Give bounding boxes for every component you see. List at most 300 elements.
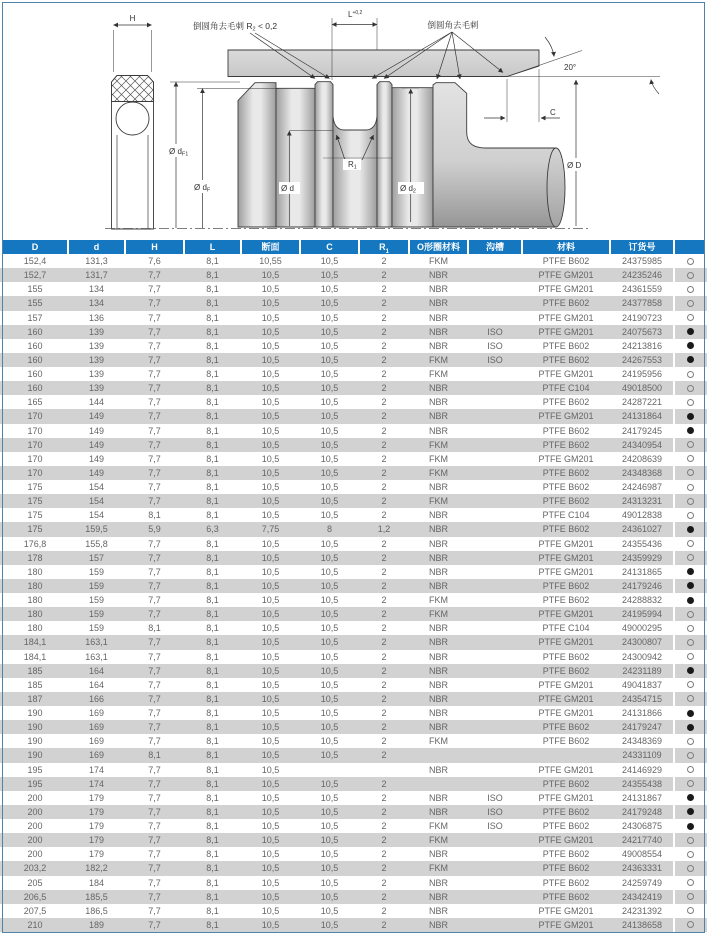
availability-cell (673, 282, 705, 296)
table-row (0, 438, 707, 452)
table-row (0, 268, 707, 282)
cell-C: 10,5 (320, 580, 339, 591)
cell-oring-material: NBR (428, 411, 448, 422)
groove-floor (333, 116, 377, 227)
cell-oring-material: NBR (428, 651, 448, 662)
cell-L: 8,1 (206, 453, 219, 464)
cell-d: 163,1 (85, 637, 108, 648)
cell-order-no: 24246987 (621, 482, 663, 492)
cell-D: 170 (27, 411, 43, 422)
deburr-right-label: 倒圆角去毛刺 (427, 20, 479, 30)
o-ring-circle (116, 102, 149, 135)
cell-C: 10,5 (320, 849, 339, 860)
cell-R1: 2 (381, 792, 387, 803)
cell-section: 10,5 (261, 312, 280, 323)
cell-material: PTFE B602 (542, 778, 590, 789)
cell-material: PTFE C104 (542, 383, 590, 394)
cell-R1: 2 (381, 256, 387, 266)
cell-H: 7,7 (148, 439, 161, 450)
cell-oring-material: NBR (428, 383, 448, 394)
dim-big-d-label: Ø D (567, 161, 582, 170)
cell-d: 174 (88, 778, 105, 789)
cell-C: 8 (326, 524, 332, 535)
cell-C: 10,5 (320, 383, 339, 394)
cell-L: 8,1 (206, 708, 219, 718)
cell-order-no: 24361027 (621, 524, 663, 535)
cell-L: 8,1 (206, 722, 219, 733)
cell-oring-material: NBR (428, 764, 448, 775)
cell-R1: 2 (381, 708, 387, 718)
availability-dot-open (687, 314, 694, 321)
cell-R1: 2 (381, 595, 387, 605)
cell-D: 190 (27, 736, 43, 747)
availability-cell (673, 480, 705, 494)
cell-oring-material: NBR (428, 580, 448, 591)
cell-D: 155 (27, 284, 43, 295)
cell-H: 8,1 (148, 623, 161, 634)
cell-order-no: 49008554 (621, 849, 663, 860)
cell-L: 8,1 (206, 510, 219, 521)
cell-H: 7,7 (148, 693, 161, 704)
availability-cell (673, 254, 705, 268)
availability-cell (673, 833, 705, 847)
cell-order-no: 24267553 (621, 354, 663, 365)
col-header-oring-material: O形圈材料 (410, 240, 467, 254)
cell-material: PTFE B602 (542, 298, 590, 309)
cell-L: 8,1 (206, 425, 219, 436)
cell-H: 7,7 (148, 354, 161, 365)
cell-oring-material: NBR (428, 679, 448, 690)
cell-section: 10,5 (261, 679, 280, 690)
cell-L: 8,1 (206, 496, 219, 507)
availability-dot-filled (687, 328, 694, 335)
cell-material: PTFE GM201 (538, 693, 594, 704)
cell-oring-material: FKM (429, 496, 448, 507)
cell-R1: 2 (381, 722, 387, 733)
cell-d: 149 (88, 425, 105, 436)
col-header-H: H (126, 240, 183, 254)
cell-material: PTFE GM201 (538, 764, 594, 775)
col-header-C: C (301, 240, 358, 254)
cell-R1: 2 (381, 340, 387, 351)
cell-D: 206,5 (23, 891, 47, 902)
cell-oring-material: FKM (429, 835, 448, 846)
cell-groove (469, 579, 521, 593)
cell-d: 139 (88, 340, 105, 351)
cell-oring-material: NBR (428, 806, 448, 817)
cell-d: 159 (88, 595, 105, 605)
cell-section: 10,5 (261, 439, 280, 450)
cell-d: 139 (88, 354, 105, 365)
cell-section: 10,5 (261, 750, 280, 761)
table-row (0, 522, 707, 536)
cell-H: 7,7 (148, 538, 161, 549)
availability-cell (673, 734, 705, 748)
table-row (0, 734, 707, 748)
cell-order-no: 24355438 (621, 778, 663, 789)
availability-dot-filled (687, 526, 694, 533)
cell-d: 189 (88, 919, 105, 930)
cell-order-no: 24231189 (622, 665, 662, 676)
availability-dot-filled (687, 568, 694, 575)
cell-D: 187 (27, 693, 43, 704)
cell-D: 184,1 (23, 651, 47, 662)
cell-H: 7,7 (148, 397, 161, 408)
cell-section: 10,5 (261, 270, 280, 281)
cell-L: 8,1 (206, 849, 219, 860)
cell-d: 154 (88, 482, 105, 492)
cell-R1: 2 (381, 467, 387, 478)
table-row (0, 537, 707, 551)
cell-groove (469, 876, 521, 890)
cell-section: 10,55 (259, 256, 282, 266)
availability-cell (673, 692, 705, 706)
availability-dot-open (687, 865, 694, 872)
cell-H: 7,7 (148, 651, 161, 662)
cell-section: 10,5 (261, 849, 280, 860)
availability-cell (673, 664, 705, 678)
cell-oring-material: NBR (428, 693, 448, 704)
cell-order-no: 24340954 (621, 439, 663, 450)
cell-oring-material: NBR (428, 326, 448, 337)
availability-cell (673, 819, 705, 833)
cell-L: 8,1 (206, 877, 219, 888)
cell-material: PTFE GM201 (538, 552, 594, 563)
cell-L: 8,1 (206, 284, 219, 295)
cell-H: 7,7 (148, 580, 161, 591)
availability-cell (673, 409, 705, 423)
cell-section: 10,5 (261, 863, 280, 874)
availability-dot-open (687, 625, 694, 632)
cell-C: 10,5 (320, 298, 339, 309)
cell-order-no: 24195956 (621, 369, 663, 379)
cell-L: 8,1 (206, 750, 219, 761)
cell-D: 175 (27, 496, 43, 507)
dim-df-label: Ø $d_F$ (194, 183, 211, 194)
cell-groove (469, 748, 521, 762)
dim-h-label: H (129, 14, 136, 23)
cell-groove (469, 466, 521, 480)
seal-cross-section (112, 76, 154, 230)
cell-order-no: 49012838 (621, 510, 663, 521)
table-row (0, 565, 707, 579)
cell-groove: ISO (487, 821, 503, 831)
availability-dot-filled (687, 794, 694, 801)
cell-section: 10,5 (261, 453, 280, 464)
cell-C: 10,5 (320, 467, 339, 478)
cell-section: 10,5 (261, 722, 280, 733)
cell-H: 7,7 (148, 467, 161, 478)
cell-section: 10,5 (261, 806, 280, 817)
cell-H: 7,7 (148, 496, 161, 507)
availability-cell (673, 395, 705, 409)
cell-material: PTFE B602 (542, 482, 590, 492)
cell-H: 7,6 (148, 256, 161, 266)
cell-R1: 2 (381, 312, 387, 323)
cell-L: 8,1 (206, 256, 219, 266)
cell-section: 10,5 (261, 736, 280, 747)
cell-R1: 2 (381, 552, 387, 563)
cell-material: PTFE B602 (542, 524, 590, 535)
cell-L: 8,1 (206, 651, 219, 662)
cell-C: 10,5 (320, 919, 339, 930)
availability-cell (673, 791, 705, 805)
availability-cell (673, 876, 705, 890)
cell-C: 10,5 (320, 439, 339, 450)
cell-order-no: 24375985 (621, 256, 663, 266)
cell-D: 160 (27, 326, 43, 337)
availability-cell (673, 607, 705, 621)
angle-label: 20° (564, 63, 577, 72)
cell-material: PTFE B602 (542, 665, 590, 676)
availability-dot-open (687, 766, 694, 773)
availability-dot-open (687, 851, 694, 858)
table-row (0, 621, 707, 635)
cell-section: 10,5 (261, 778, 280, 789)
table-row (0, 791, 707, 805)
table-row (0, 819, 707, 833)
cell-H: 7,7 (148, 778, 161, 789)
cell-oring-material: FKM (429, 467, 448, 478)
availability-dot-open (687, 653, 694, 660)
cell-D: 176,8 (23, 538, 47, 549)
availability-cell (673, 706, 705, 720)
cell-d: 185,5 (85, 891, 108, 902)
table-row (0, 395, 707, 409)
cell-groove (469, 678, 521, 692)
col-header-d: d (69, 240, 124, 254)
cell-groove: ISO (487, 792, 503, 803)
availability-cell (673, 381, 705, 395)
cell-C: 10,5 (320, 326, 339, 337)
availability-cell (673, 678, 705, 692)
availability-dot-open (687, 385, 694, 392)
availability-cell (673, 522, 705, 536)
cell-C: 10,5 (320, 905, 339, 916)
availability-dot-open (687, 879, 694, 886)
availability-cell (673, 748, 705, 762)
table-row (0, 720, 707, 734)
cell-R1: 2 (381, 651, 387, 662)
cell-H: 7,7 (148, 919, 161, 930)
col-header-D: D (3, 240, 67, 254)
cell-material: PTFE GM201 (538, 453, 594, 464)
cell-order-no: 24075673 (621, 326, 663, 337)
cell-C: 10,5 (320, 750, 339, 761)
availability-cell (673, 565, 705, 579)
cell-L: 8,1 (206, 609, 219, 620)
cell-section: 10,5 (261, 538, 280, 549)
cell-d: 149 (88, 411, 105, 422)
cell-L: 8,1 (206, 919, 219, 930)
dim-l-label: $L^{+0,2}$ (348, 10, 363, 19)
cell-C: 10,5 (320, 453, 339, 464)
cell-order-no: 24190723 (621, 312, 663, 323)
cell-section: 10,5 (261, 919, 280, 930)
cell-D: 175 (27, 482, 43, 492)
cell-C: 10,5 (320, 411, 339, 422)
cell-order-no: 24131867 (621, 792, 663, 803)
cell-groove (469, 706, 521, 720)
cell-R1: 2 (381, 270, 387, 281)
table-row (0, 311, 707, 325)
cell-oring-material: NBR (428, 312, 448, 323)
cell-D: 170 (27, 453, 43, 464)
cell-L: 8,1 (206, 580, 219, 591)
availability-dot-open (687, 258, 694, 265)
cell-D: 195 (27, 764, 43, 775)
cell-material: PTFE GM201 (538, 679, 594, 690)
cell-oring-material: NBR (428, 566, 448, 577)
cell-groove (469, 537, 521, 551)
availability-dot-filled (687, 710, 694, 717)
cell-C: 10,5 (320, 792, 339, 803)
cell-section: 10,5 (261, 891, 280, 902)
cell-C: 10,5 (320, 482, 339, 492)
availability-cell (673, 621, 705, 635)
cell-L: 8,1 (206, 439, 219, 450)
cell-material: PTFE B602 (542, 736, 590, 747)
cell-d: 169 (88, 708, 105, 718)
availability-cell (673, 551, 705, 565)
cell-section: 10,5 (261, 496, 280, 507)
cell-section: 10,5 (261, 482, 280, 492)
table-row (0, 904, 707, 918)
cell-order-no: 24179248 (621, 806, 663, 817)
availability-dot-open (687, 611, 694, 618)
cell-C: 10,5 (320, 510, 339, 521)
availability-cell (673, 635, 705, 649)
cell-section: 10,5 (261, 340, 280, 351)
cell-order-no: 24288832 (621, 595, 663, 605)
cell-section: 10,5 (261, 905, 280, 916)
table-row (0, 282, 707, 296)
cell-order-no: 24377858 (621, 298, 663, 309)
cell-d: 169 (88, 736, 105, 747)
cell-groove (469, 692, 521, 706)
cell-C: 10,5 (320, 256, 339, 266)
cell-oring-material: FKM (429, 736, 448, 747)
cell-H: 7,7 (148, 552, 161, 563)
availability-dot-open (687, 455, 694, 462)
table-row (0, 254, 707, 268)
cell-D: 160 (27, 354, 43, 365)
availability-dot-open (687, 554, 694, 561)
availability-cell (673, 508, 705, 522)
cell-material: PTFE GM201 (538, 312, 594, 323)
cell-d: 149 (88, 453, 105, 464)
dim-c-label: C (550, 108, 556, 117)
cell-L: 8,1 (206, 764, 219, 775)
cell-D: 200 (27, 835, 43, 846)
cell-C: 10,5 (320, 835, 339, 846)
cell-section: 10,5 (261, 552, 280, 563)
cell-material: PTFE B602 (542, 580, 590, 591)
table-row (0, 339, 707, 353)
cell-L: 8,1 (206, 665, 219, 676)
cell-oring-material: NBR (428, 270, 448, 281)
cell-section: 10,5 (261, 693, 280, 704)
ptfe-cap-hatch (112, 76, 154, 102)
cell-section: 10,5 (261, 425, 280, 436)
cell-d: 179 (88, 835, 105, 846)
col-header-R1: $R_1$ (360, 240, 408, 254)
cell-section: 10,5 (261, 609, 280, 620)
cell-H: 7,7 (148, 609, 161, 620)
cell-R1: 2 (381, 566, 387, 577)
cell-D: 178 (27, 552, 43, 563)
cylinder-bore-bar (228, 50, 539, 77)
cell-order-no: 24208639 (621, 453, 663, 464)
availability-dot-open (687, 484, 694, 491)
cell-L: 8,1 (206, 566, 219, 577)
cell-groove (469, 311, 521, 325)
availability-dot-filled (687, 823, 694, 830)
cell-D: 160 (27, 383, 43, 394)
cell-D: 170 (27, 439, 43, 450)
cell-oring-material: NBR (428, 623, 448, 634)
cell-material: PTFE B602 (542, 467, 590, 478)
cell-H: 7,7 (148, 806, 161, 817)
availability-cell (673, 367, 705, 381)
cell-groove (469, 635, 521, 649)
cell-section: 10,5 (261, 764, 280, 775)
availability-dot-open (687, 512, 694, 519)
cell-D: 160 (27, 369, 43, 379)
cell-order-no: 24231392 (621, 905, 663, 916)
availability-cell (673, 904, 705, 918)
cell-order-no: 24348369 (621, 736, 663, 747)
cell-D: 165 (27, 397, 43, 408)
table-row (0, 353, 707, 367)
cell-H: 7,7 (148, 482, 161, 492)
cell-H: 7,7 (148, 369, 161, 379)
cell-section: 10,5 (261, 835, 280, 846)
cell-C: 10,5 (320, 736, 339, 747)
table-row (0, 296, 707, 310)
cell-C: 10,5 (320, 397, 339, 408)
cell-R1: 2 (381, 778, 387, 789)
cell-d: 154 (88, 496, 105, 507)
cell-D: 157 (27, 312, 43, 323)
cell-R1: 2 (381, 482, 387, 492)
cell-H: 7,7 (148, 835, 161, 846)
table-row (0, 876, 707, 890)
cell-D: 190 (27, 750, 43, 761)
cell-material: PTFE GM201 (538, 284, 594, 295)
cell-D: 185 (27, 665, 43, 676)
cell-section: 10,5 (261, 326, 280, 337)
cell-L: 8,1 (206, 326, 219, 337)
col-header-section: 断面 (242, 240, 299, 254)
cell-groove (469, 522, 521, 536)
cell-H: 8,1 (148, 510, 161, 521)
availability-cell (673, 296, 705, 310)
cell-R1: 2 (381, 905, 387, 916)
cell-groove: ISO (487, 806, 503, 817)
cell-groove (469, 494, 521, 508)
cell-C: 10,5 (320, 552, 339, 563)
availability-dot-open (687, 540, 694, 547)
cell-L: 8,1 (206, 595, 219, 605)
cell-material: PTFE GM201 (538, 792, 594, 803)
cell-section: 10,5 (261, 510, 280, 521)
cell-oring-material: FKM (429, 863, 448, 874)
availability-cell (673, 763, 705, 777)
cell-material: PTFE B602 (542, 496, 590, 507)
availability-dot-open (687, 639, 694, 646)
cell-d: 159 (88, 609, 105, 620)
